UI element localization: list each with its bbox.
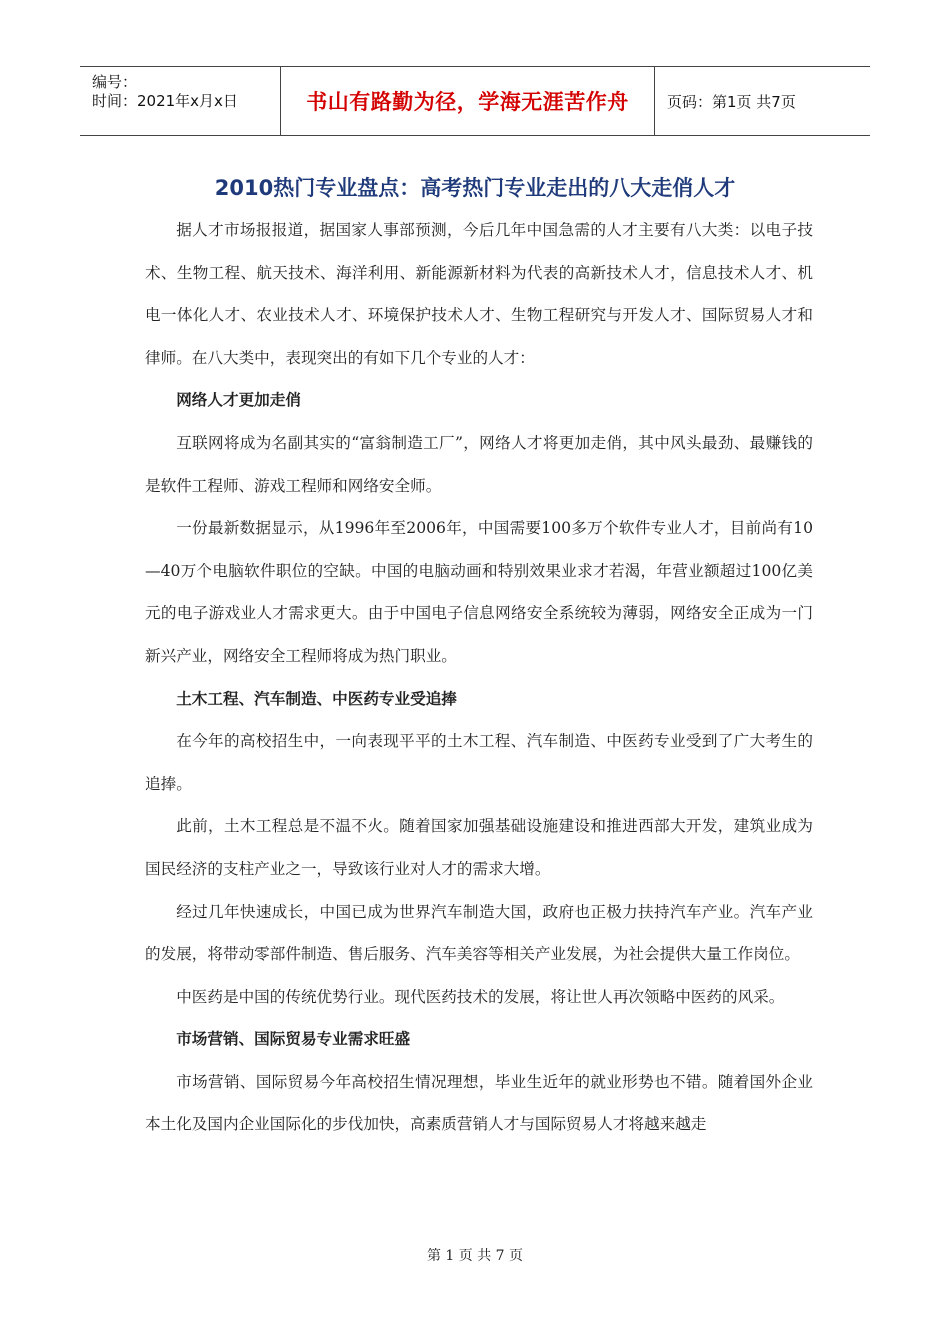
header-page-code: 页码：第1页 共7页 xyxy=(667,92,796,111)
body-paragraph: 一份最新数据显示，从1996年至2006年，中国需要100多万个软件专业人才，目前尚有10—40万个电脑软件职位的空缺。中国的电脑动画和特别效果业求才若渴，年营业额超过100亿美元的电子游戏业人才需求更大。由于中国电子信息网络安全系统较为薄弱，网络安全正成为一门新兴产业，网络安全工程师将成为热门职业。 xyxy=(145,519,813,665)
body-paragraph: 互联网将成为名副其实的“富翁制造工厂”，网络人才将更加走俏，其中风头最劲、最赚钱的是软件工程师、游戏工程师和网络安全师。 xyxy=(145,433,813,495)
body-paragraph: 此前，土木工程总是不温不火。随着国家加强基础设施建设和推进西部大开发，建筑业成为国民经济的支柱产业之一，导致该行业对人才的需求大增。 xyxy=(145,817,813,878)
document-body xyxy=(145,209,813,1146)
section-heading: 土木工程、汽车制造、中医药专业受追捧 xyxy=(176,689,457,708)
body-paragraph: 市场营销、国际贸易今年高校招生情况理想，毕业生近年的就业形势也不错。随着国外企业本土化及国内企业国际化的步伐加快，高素质营销人才与国际贸易人才将越来越走 xyxy=(145,1072,813,1134)
body-paragraph: 在今年的高校招生中，一向表现平平的土木工程、汽车制造、中医药专业受到了广大考生的追捧。 xyxy=(145,732,813,793)
document-title: 2010热门专业盘点：高考热门专业走出的八大走俏人才 xyxy=(214,176,736,200)
page-footer: 第 1 页 共 7 页 xyxy=(426,1248,524,1264)
body-paragraph: 中医药是中国的传统优势行业。现代医药技术的发展，将让世人再次领略中医药的风采。 xyxy=(176,987,785,1006)
document-date: 时间：2021年x月x日 xyxy=(92,92,238,110)
header-motto-cell xyxy=(281,67,655,135)
header-motto: 书山有路勤为径，学海无涯苦作舟 xyxy=(306,90,629,114)
section-heading: 市场营销、国际贸易专业需求旺盛 xyxy=(176,1030,411,1049)
body-paragraph: 据人才市场报报道，据国家人事部预测，今后几年中国急需的人才主要有八大类：以电子技术、生物工程、航天技术、海洋利用、新能源新材料为代表的高新技术人才，信息技术人才、机电一体化人才、农业技术人才、环境保护技术人才、生物工程研究与开发人才、国际贸易人才和律师。在八大类中，表现突出的有如下几个专业的人才： xyxy=(145,221,813,367)
section-heading: 网络人才更加走俏 xyxy=(176,391,301,410)
header-table xyxy=(80,66,870,136)
header-meta-cell xyxy=(80,67,281,135)
document-number-label: 编号： xyxy=(92,73,138,91)
body-paragraph: 经过几年快速成长，中国已成为世界汽车制造大国，政府也正极力扶持汽车产业。汽车产业的发展，将带动零部件制造、售后服务、汽车美容等相关产业发展，为社会提供大量工作岗位。 xyxy=(145,902,813,964)
header-page-cell xyxy=(655,67,870,135)
